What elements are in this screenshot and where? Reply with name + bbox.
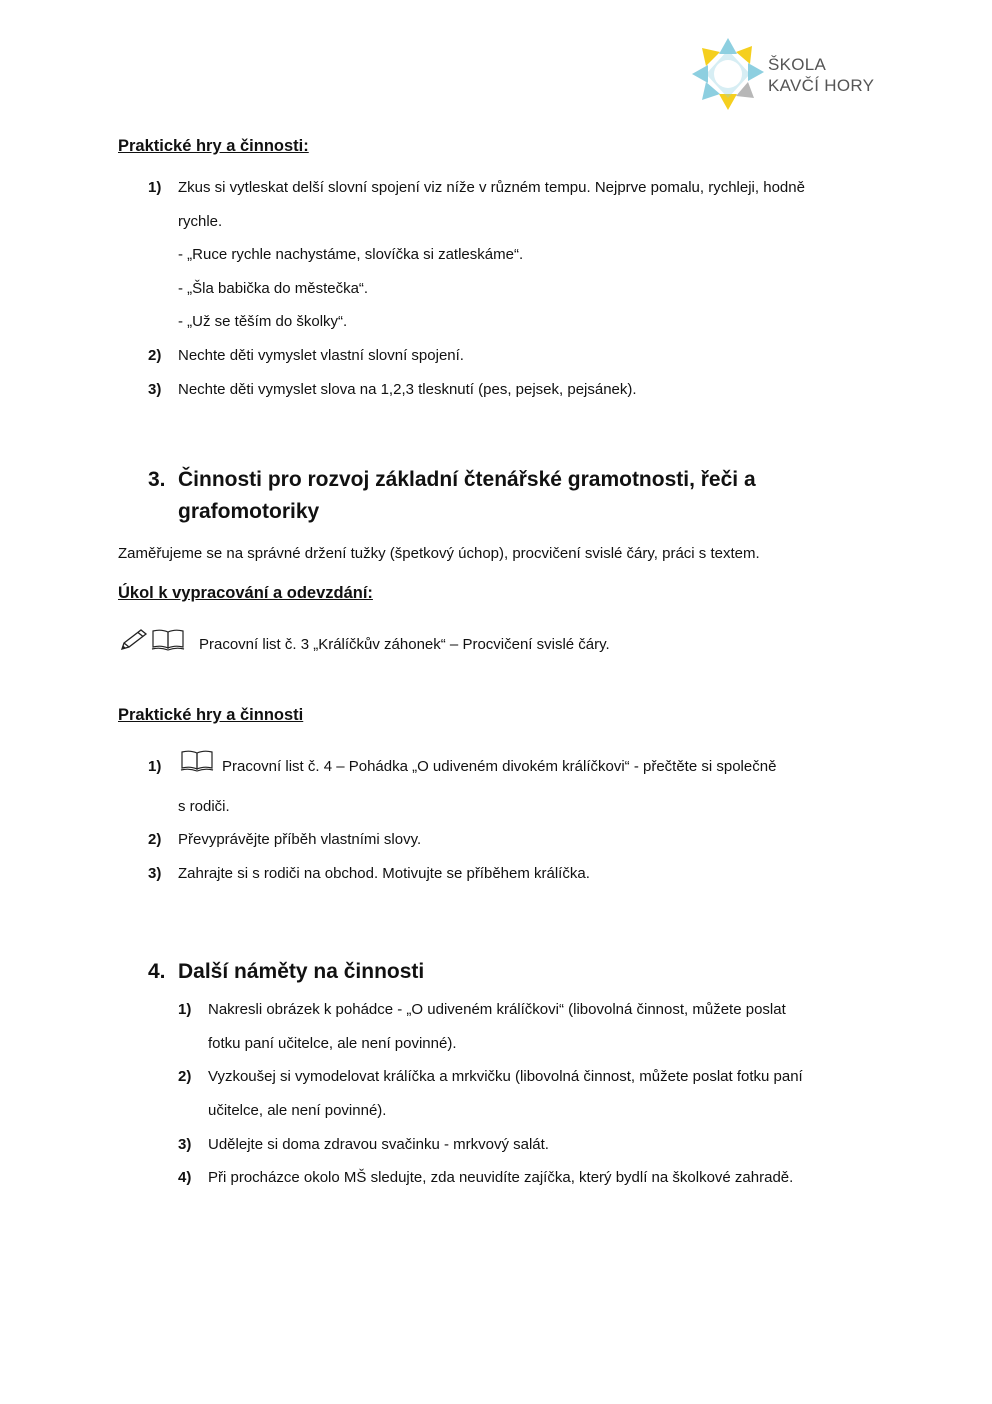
list-number: 1) <box>148 758 162 775</box>
section-title: Další náměty na činnosti <box>178 960 425 983</box>
school-logo <box>690 36 880 112</box>
logo-text-line2: KAVČÍ HORY <box>768 76 875 95</box>
games-heading: Praktické hry a činnosti <box>118 706 304 724</box>
list-item-text: Zahrajte si s rodiči na obchod. Motivujte se příběhem králíčka. <box>178 865 590 882</box>
list-number: 2) <box>148 347 162 364</box>
worksheet-task: Pracovní list č. 3 „Králíčkův záhonek“ – Procvičení svislé čáry. <box>199 636 610 653</box>
list-item-text: Nakresli obrázek k pohádce - „O udiveném králíčkovi“ (libovolná činnost, můžete poslat <box>208 1001 786 1018</box>
book-icon <box>180 749 214 773</box>
list-item-text: Při procházce okolo MŠ sledujte, zda neuvidíte zajíčka, který bydlí na školkové zahradě. <box>208 1169 794 1186</box>
list-number: 2) <box>148 831 162 848</box>
list-number: 3) <box>148 381 162 398</box>
list-number: 2) <box>178 1068 192 1085</box>
book-icon <box>151 628 185 652</box>
list-number: 1) <box>148 179 162 196</box>
list-number: 1) <box>178 1001 192 1018</box>
section-title: Činnosti pro rozvoj základní čtenářské gramotnosti, řeči a <box>178 468 756 491</box>
list-item-text: Udělejte si doma zdravou svačinku - mrkvový salát. <box>208 1136 549 1153</box>
pencil-icon <box>119 628 149 652</box>
rhyme-quote: - „Ruce rychle nachystáme, slovíčka si zatleskáme“. <box>178 246 524 263</box>
sun-logo-icon <box>690 36 766 112</box>
list-item-text-cont: učitelce, ale není povinné). <box>208 1102 387 1119</box>
list-item-text: Nechte děti vymyslet slova na 1,2,3 tlesknutí (pes, pejsek, pejsánek). <box>178 381 637 398</box>
logo-text-line1: ŠKOLA <box>768 55 827 74</box>
list-item-text: Pracovní list č. 4 – Pohádka „O udiveném divokém králíčkovi“ - přečtěte si společně <box>222 758 777 775</box>
list-item-text: Převyprávějte příběh vlastními slovy. <box>178 831 422 848</box>
list-number: 3) <box>178 1136 192 1153</box>
list-item-text-cont: s rodiči. <box>178 798 230 815</box>
section-number: 4. <box>148 960 166 983</box>
list-item-text: Zkus si vytleskat delší slovní spojení viz níže v různém tempu. Nejprve pomalu, rychleji, hodně <box>178 179 805 196</box>
section-number: 3. <box>148 468 166 491</box>
games-heading: Praktické hry a činnosti: <box>118 137 309 155</box>
section-title-cont: grafomotoriky <box>178 500 320 523</box>
list-item-text: Nechte děti vymyslet vlastní slovní spojení. <box>178 347 464 364</box>
task-heading: Úkol k vypracování a odevzdání: <box>118 584 373 602</box>
rhyme-quote: - „Už se těším do školky“. <box>178 313 348 330</box>
list-item-text: Vyzkoušej si vymodelovat králíčka a mrkvičku (libovolná činnost, můžete poslat fotku paní <box>208 1068 803 1085</box>
list-item-text-cont: fotku paní učitelce, ale není povinné). <box>208 1035 457 1052</box>
list-number: 4) <box>178 1169 192 1186</box>
list-number: 3) <box>148 865 162 882</box>
section-intro: Zaměřujeme se na správné držení tužky (špetkový úchop), procvičení svislé čáry, práci s textem. <box>118 545 760 562</box>
rhyme-quote: - „Šla babička do městečka“. <box>178 280 369 297</box>
list-item-text-cont: rychle. <box>178 213 223 230</box>
